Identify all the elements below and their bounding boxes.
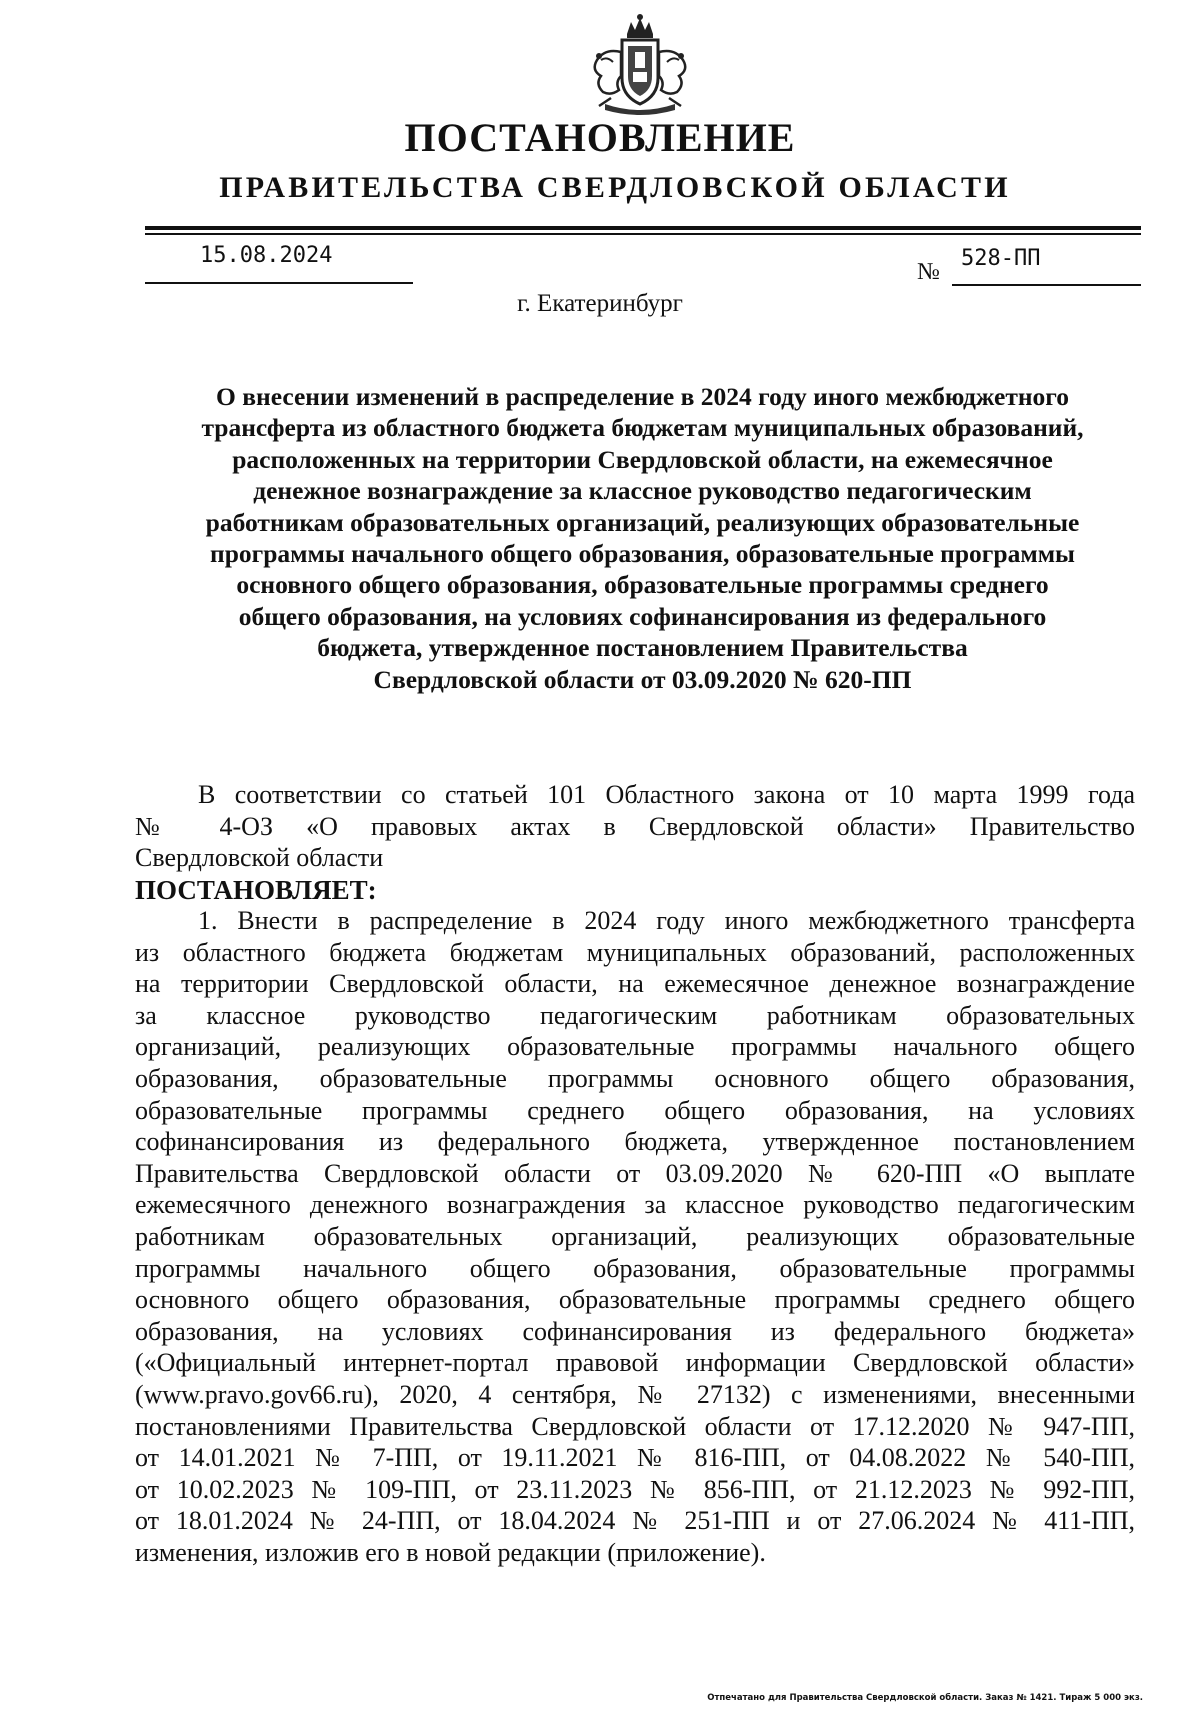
document-date: 15.08.2024 bbox=[200, 243, 333, 268]
item-line: 1. Внести в распределение в 2024 году иного межбюджетного трансферта bbox=[198, 906, 1135, 935]
title-line: работникам образовательных организаций, реализующих образовательные bbox=[205, 507, 1080, 537]
item-line: от 14.01.2021 № 7-ПП, от 19.11.2021 № 816-ПП, от 04.08.2022 № 540-ПП, bbox=[135, 1443, 1135, 1473]
item-line: («Официальный интернет-портал правовой информации Свердловской области» bbox=[135, 1348, 1135, 1378]
item-line: изменения, изложив его в новой редакции (приложение). bbox=[135, 1537, 766, 1567]
issuer-heading: ПРАВИТЕЛЬСТВА СВЕРДЛОВСКОЙ ОБЛАСТИ bbox=[219, 171, 1011, 204]
header-divider-thick bbox=[145, 226, 1141, 230]
title-line: основного общего образования, образовательные программы среднего bbox=[236, 570, 1049, 600]
number-underline bbox=[952, 284, 1141, 286]
item-line: организаций, реализующих образовательные программы начального общего bbox=[135, 1032, 1135, 1062]
item-line: постановлениями Правительства Свердловской области от 17.12.2020 № 947-ПП, bbox=[135, 1411, 1135, 1441]
document-type-heading: ПОСТАНОВЛЕНИЕ bbox=[404, 115, 796, 160]
title-line: расположенных на территории Свердловской области, на ежемесячное bbox=[232, 444, 1053, 474]
item-line: от 10.02.2023 № 109-ПП, от 23.11.2023 № 856-ПП, от 21.12.2023 № 992-ПП, bbox=[135, 1474, 1135, 1504]
item-line: из областного бюджета бюджетам муниципальных образований, расположенных bbox=[135, 937, 1135, 967]
preamble-line: № 4-ОЗ «О правовых актах в Свердловской области» Правительство bbox=[135, 811, 1135, 841]
date-underline bbox=[145, 282, 413, 284]
document-number: 528-ПП bbox=[961, 246, 1041, 271]
print-footer-note: Отпечатано для Правительства Свердловской области. Заказ № 1421. Тираж 5 000 экз. bbox=[707, 1693, 1143, 1703]
title-line: Свердловской области от 03.09.2020 № 620-ПП bbox=[373, 664, 912, 694]
item-line: программы начального общего образования, образовательные программы bbox=[135, 1253, 1135, 1283]
preamble-line: Свердловской области bbox=[135, 843, 384, 872]
item-line: от 18.01.2024 № 24-ПП, от 18.04.2024 № 251-ПП и от 27.06.2024 № 411-ПП, bbox=[135, 1506, 1135, 1536]
document-city: г. Екатеринбург bbox=[517, 290, 683, 317]
title-line: программы начального общего образования, образовательные программы bbox=[210, 539, 1075, 569]
title-line: общего образования, на условиях софинансирования из федерального bbox=[238, 601, 1047, 631]
item-line: образования, образовательные программы основного общего образования, bbox=[135, 1063, 1135, 1093]
item-line: ежемесячного денежного вознаграждения за классное руководство педагогическим bbox=[135, 1190, 1135, 1220]
item-line: основного общего образования, образовательные программы среднего общего bbox=[135, 1285, 1135, 1315]
decree-keyword: ПОСТАНОВЛЯЕТ: bbox=[135, 875, 377, 905]
item-line: работникам образовательных организаций, реализующих образовательные bbox=[135, 1221, 1135, 1251]
item-line: за классное руководство педагогическим работникам образовательных bbox=[135, 1000, 1135, 1030]
title-line: трансферта из областного бюджета бюджетам муниципальных образований, bbox=[201, 413, 1084, 443]
item-1-paragraph bbox=[135, 905, 1135, 1568]
preamble-line: В соответствии со статьей 101 Областного закона от 10 марта 1999 года bbox=[198, 780, 1135, 809]
item-line: на территории Свердловской области, на ежемесячное денежное вознаграждение bbox=[135, 969, 1135, 999]
item-line: (www.pravo.gov66.ru), 2020, 4 сентября, № 27132) с изменениями, внесенными bbox=[135, 1379, 1135, 1409]
sverdlovsk-coat-of-arms-icon bbox=[575, 12, 705, 120]
item-line: Правительства Свердловской области от 03.09.2020 № 620-ПП «О выплате bbox=[135, 1158, 1135, 1188]
item-line: образовательные программы среднего общего образования, на условиях bbox=[135, 1095, 1135, 1125]
header-divider-thin bbox=[145, 233, 1141, 235]
number-sign: № bbox=[917, 259, 940, 285]
document-title bbox=[140, 381, 1145, 695]
item-line: софинансирования из федерального бюджета, утвержденное постановлением bbox=[135, 1127, 1135, 1157]
preamble-paragraph bbox=[135, 779, 1135, 874]
title-line: денежное вознаграждение за классное руководство педагогическим bbox=[253, 476, 1032, 506]
title-line: О внесении изменений в распределение в 2024 году иного межбюджетного bbox=[216, 382, 1069, 411]
title-line: бюджета, утвержденное постановлением Правительства bbox=[317, 633, 968, 663]
item-line: образования, на условиях софинансирования из федерального бюджета» bbox=[135, 1316, 1135, 1346]
